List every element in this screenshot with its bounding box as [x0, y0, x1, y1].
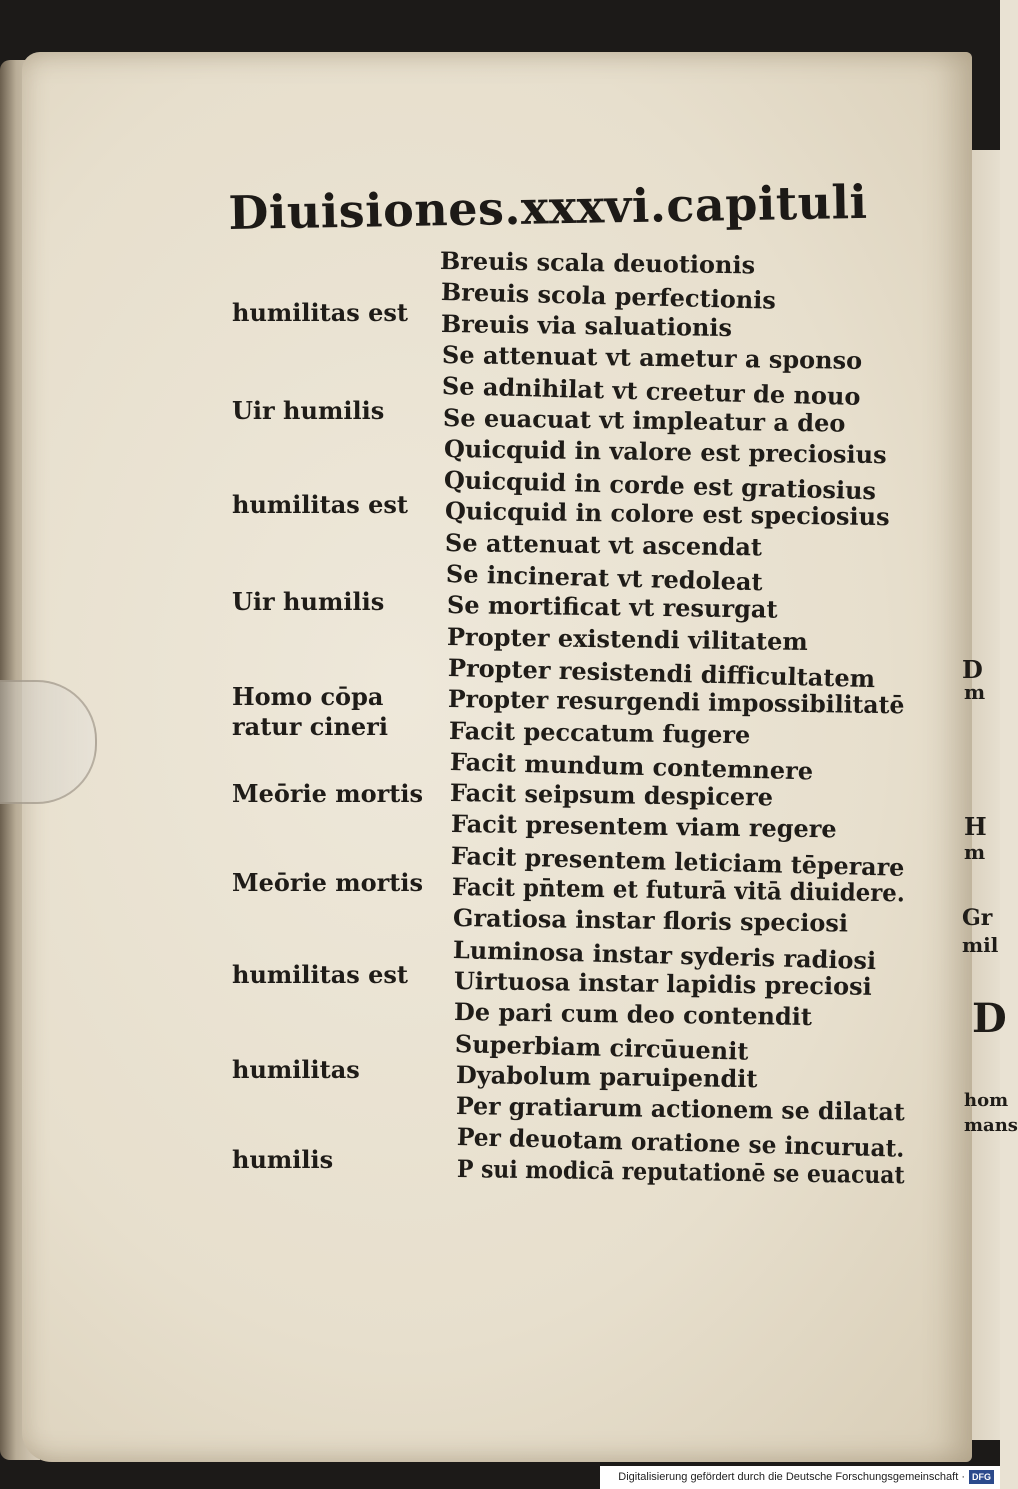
- margin-label: Uir humilis: [232, 396, 385, 425]
- text-line: Gratiosa instar floris speciosi: [452, 903, 849, 938]
- facing-page-fragment: H: [964, 812, 987, 841]
- text-line: Propter existendi vilitatem: [446, 622, 808, 657]
- digitization-credit: Digitalisierung gefördert durch die Deutsche Forschungsgemeinschaft · DFG: [600, 1466, 1000, 1489]
- margin-label: humilitas est: [232, 960, 409, 989]
- text-line: Facit presentem viam regere: [450, 809, 837, 844]
- text-line: Se euacuat vt impleatur a deo: [442, 403, 846, 438]
- text-line: Per gratiarum actionem se dilatat: [455, 1091, 905, 1127]
- facing-page-fragment: hom: [964, 1090, 1009, 1111]
- text-line: Quicquid in corde est gratiosius: [443, 465, 877, 506]
- text-line: Quicquid in valore est preciosius: [443, 434, 887, 470]
- facing-page-fragment: mil: [962, 933, 999, 957]
- margin-label: humilis: [232, 1145, 334, 1174]
- text-line: Se mortificat vt resurgat: [446, 590, 778, 624]
- text-line: Per deuotam oratione se incuruat.: [456, 1122, 905, 1163]
- text-line: Se incinerat vt redoleat: [445, 559, 764, 597]
- facing-page-fragment: m: [964, 840, 986, 864]
- text-line: Facit peccatum fugere: [448, 716, 751, 750]
- text-line: De pari cum deo contendit: [453, 997, 813, 1031]
- text-line: Uirtuosa instar lapidis preciosi: [453, 966, 872, 1001]
- margin-label: Homo cōpa: [232, 682, 384, 711]
- margin-label: Meōrie mortis: [232, 779, 423, 808]
- margin-label: humilitas est: [232, 490, 409, 519]
- margin-label: humilitas: [232, 1055, 360, 1084]
- text-line: Breuis via saluationis: [440, 309, 733, 343]
- text-line: P sui modicā reputationē se euacuat: [456, 1154, 905, 1190]
- text-line: Se attenuat vt ametur a sponso: [441, 340, 863, 375]
- text-line: Se adnihilat vt creetur de nouo: [441, 371, 861, 411]
- text-line: Facit mundum contemnere: [449, 747, 814, 786]
- chapter-heading: Diuisiones.xxxvi.capituli: [228, 174, 868, 240]
- margin-label: Uir humilis: [232, 587, 385, 616]
- text-line: Facit seipsum despicere: [449, 778, 774, 812]
- facing-page-fragment: D: [962, 655, 983, 684]
- facing-page-fragment: m: [964, 680, 986, 704]
- credit-text: Digitalisierung gefördert durch die Deutsche Forschungsgemeinschaft: [618, 1471, 959, 1483]
- text-line: Superbiam circūuenit: [454, 1029, 749, 1066]
- text-line: Quicquid in colore est speciosius: [444, 496, 890, 532]
- text-line: Propter resurgendi impossibilitatē: [447, 684, 905, 720]
- facing-page-fragment: D: [972, 995, 1007, 1042]
- text-line: Facit presentem leticiam tēperare: [450, 841, 905, 882]
- margin-label: Meōrie mortis: [232, 868, 423, 897]
- facing-page-fragment: mans: [964, 1115, 1018, 1136]
- text-line: Propter resistendi difficultatem: [447, 653, 876, 694]
- facing-page-fragment: Gr: [962, 905, 993, 931]
- text-line: Dyabolum paruipendit: [455, 1060, 758, 1094]
- text-line: Breuis scola perfectionis: [440, 277, 777, 315]
- margin-label: humilitas est: [232, 298, 409, 327]
- text-line: Facit pn̄tem et futurā vitā diuidere.: [451, 872, 906, 908]
- text-line: Se attenuat vt ascendat: [444, 528, 763, 562]
- dfg-logo: DFG: [969, 1470, 994, 1484]
- text-line: Breuis scala deuotionis: [439, 246, 756, 280]
- text-line: Luminosa instar syderis radiosi: [452, 935, 877, 976]
- margin-label: ratur cineri: [232, 712, 388, 741]
